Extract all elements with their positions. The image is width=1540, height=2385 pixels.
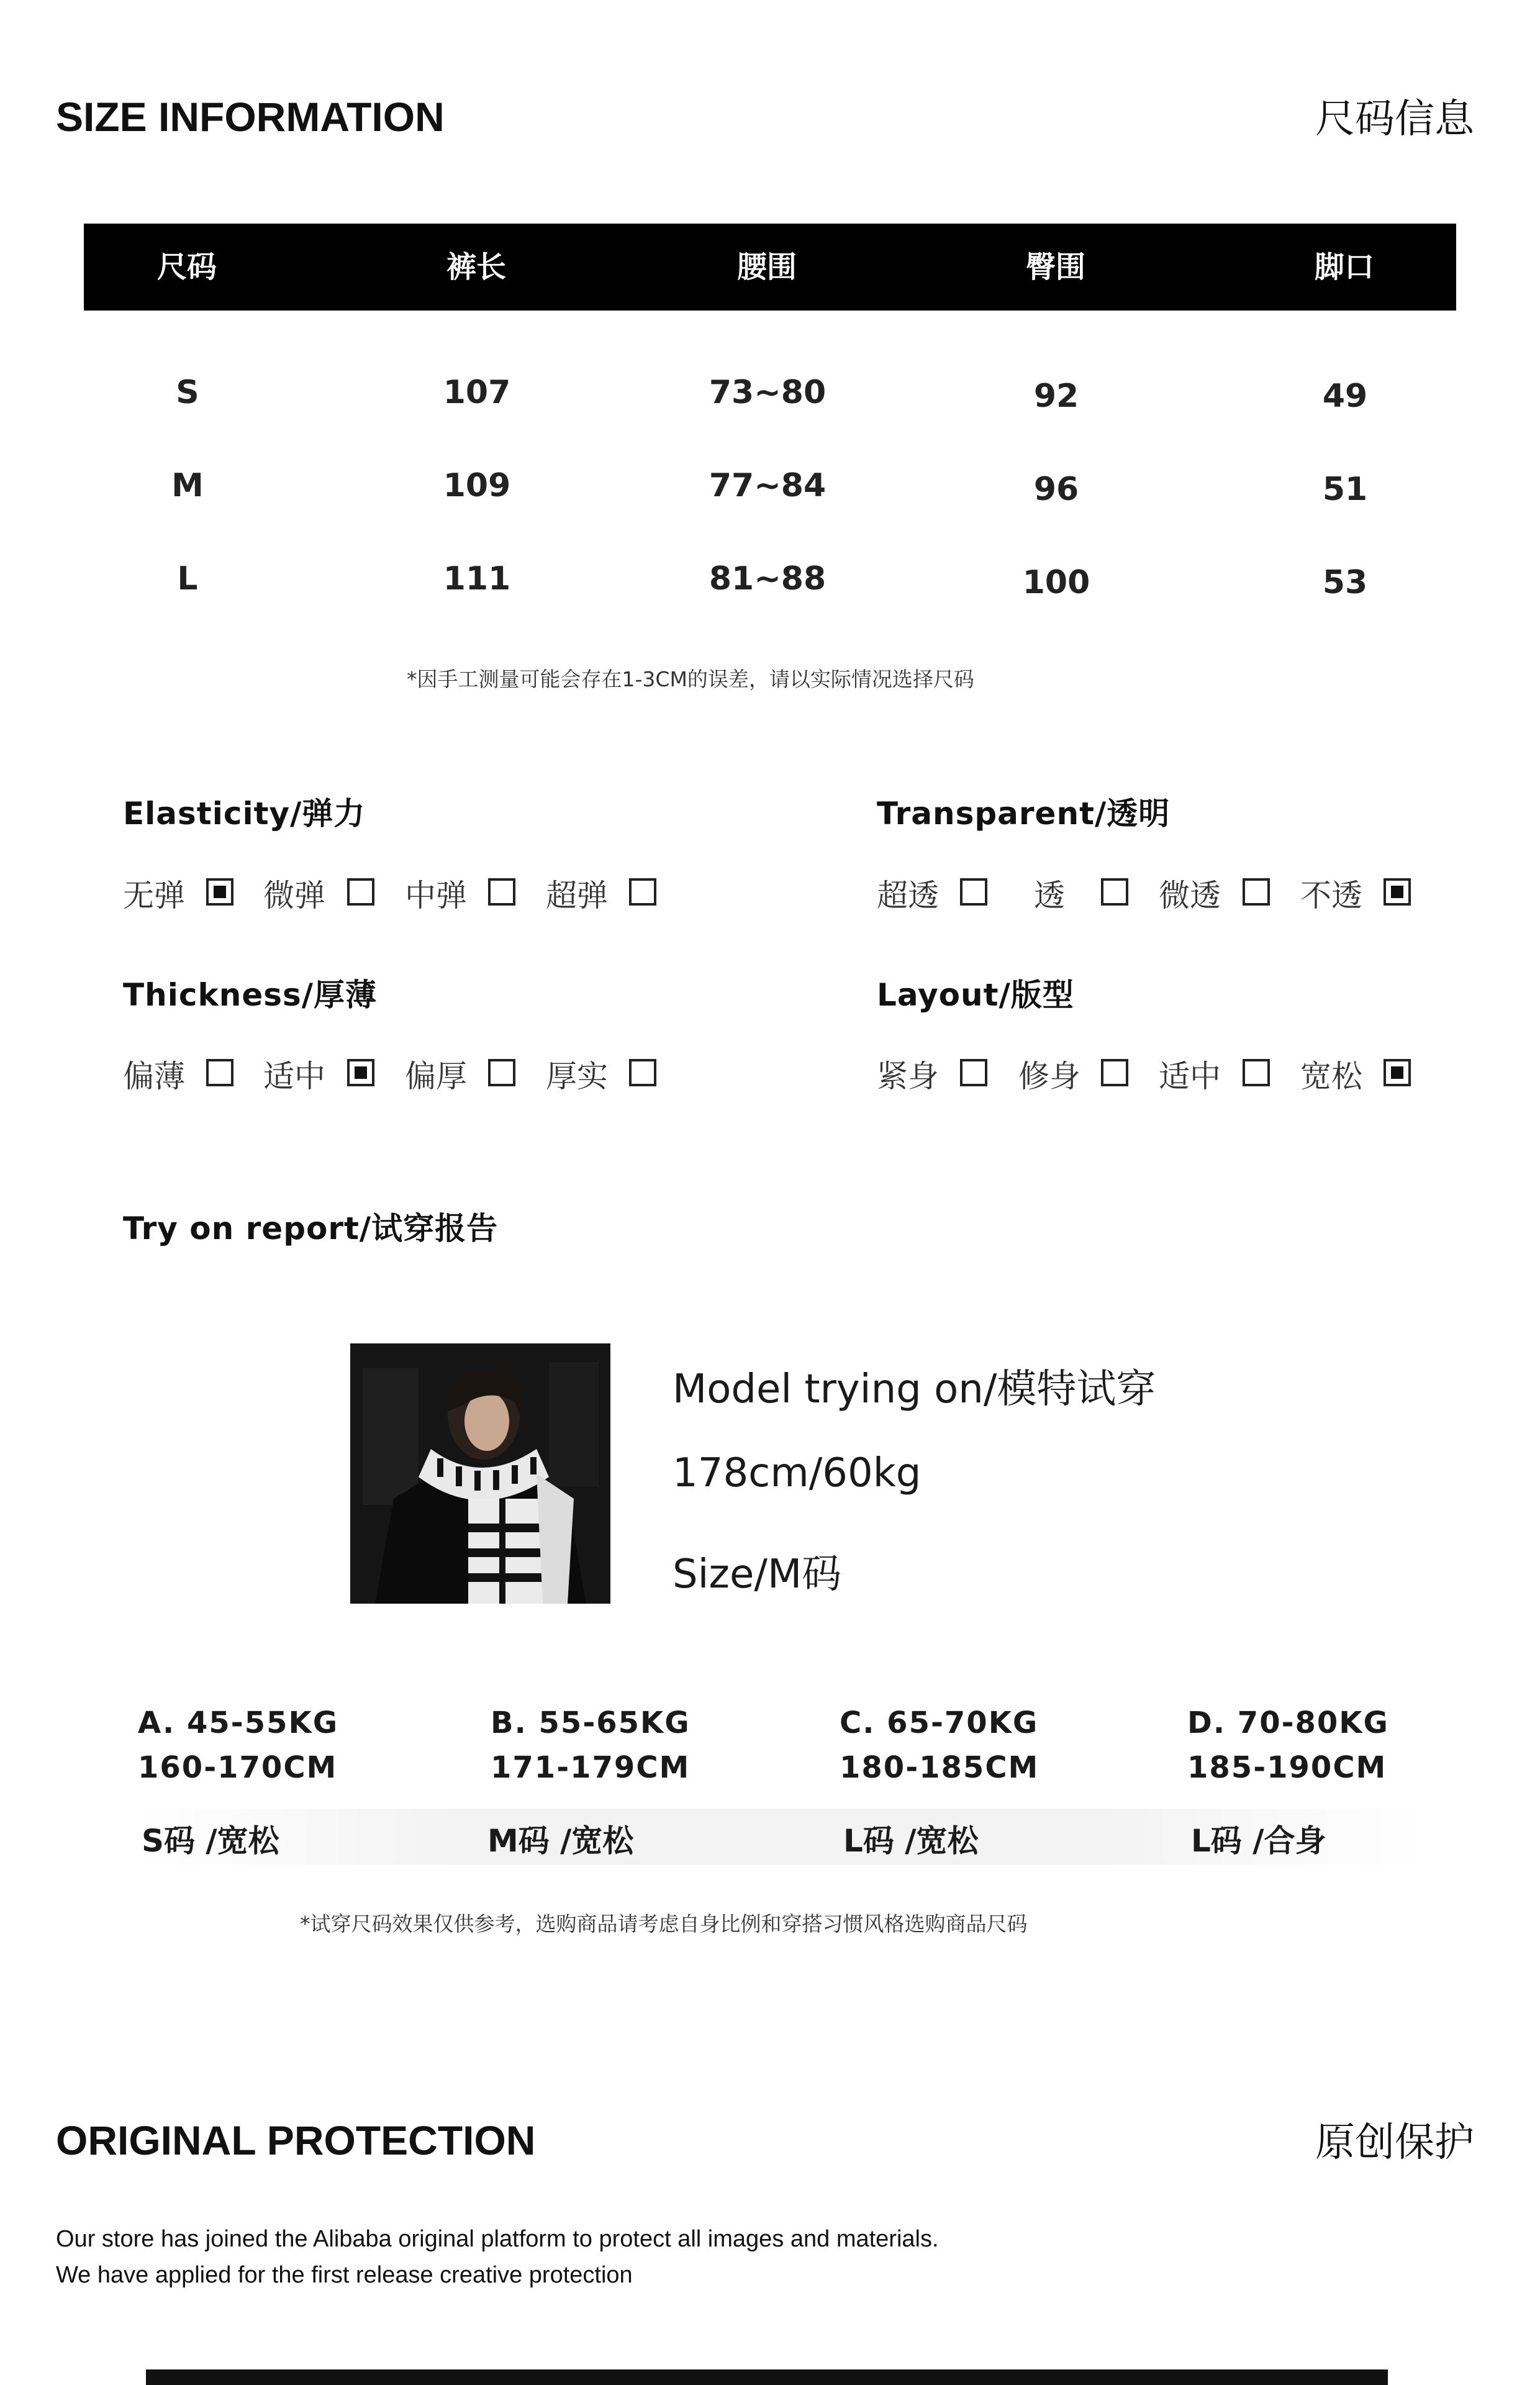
- table-cell: S: [176, 374, 199, 411]
- checkbox[interactable]: [1243, 1059, 1270, 1086]
- transparent-title: Transparent/透明: [877, 796, 1171, 832]
- size-info-title-cn: 尺码信息: [1315, 96, 1474, 142]
- option-label: 适中: [1159, 1058, 1221, 1094]
- model-stats: 178cm/60kg: [673, 1450, 922, 1496]
- option-label: 微透: [1159, 878, 1221, 914]
- table-cell: 96: [1033, 471, 1079, 508]
- guide-height: 185-190CM: [1187, 1750, 1387, 1785]
- table-cell: M: [171, 467, 204, 504]
- size-info-title: SIZE INFORMATION: [56, 94, 445, 140]
- checkbox[interactable]: [1101, 1059, 1128, 1086]
- guide-height: 180-185CM: [840, 1750, 1040, 1785]
- table-cell: 73~80: [709, 374, 827, 411]
- try-on-title: Try on report/试穿报告: [123, 1211, 499, 1247]
- checkbox[interactable]: [1243, 878, 1270, 906]
- checkbox-checked[interactable]: [1384, 1059, 1411, 1086]
- checkbox[interactable]: [960, 1059, 987, 1086]
- checkbox[interactable]: [629, 1059, 656, 1086]
- option-label: 透: [1034, 878, 1065, 914]
- option-label: 适中: [263, 1058, 325, 1094]
- table-cell: 77~84: [709, 467, 827, 504]
- checkbox-checked[interactable]: [206, 878, 233, 906]
- model-size: Size/M码: [673, 1551, 842, 1597]
- checkbox[interactable]: [347, 878, 374, 906]
- guide-weight: A. 45-55KG: [138, 1706, 339, 1740]
- header-hip: 臀围: [1025, 250, 1085, 284]
- option-label: 无弹: [123, 878, 185, 914]
- table-cell: 107: [443, 374, 511, 411]
- checkbox[interactable]: [488, 1059, 515, 1086]
- option-label: 宽松: [1300, 1058, 1362, 1094]
- header-length: 裤长: [446, 250, 506, 284]
- option-label: 偏薄: [123, 1058, 185, 1094]
- model-illustration: [350, 1343, 610, 1604]
- table-cell: 100: [1022, 564, 1090, 601]
- guide-weight: C. 65-70KG: [840, 1706, 1039, 1740]
- size-table-header: [84, 224, 1456, 311]
- guide-fit: L码 /合身: [1191, 1823, 1326, 1859]
- guide-height: 160-170CM: [138, 1750, 338, 1785]
- option-label: 厚实: [546, 1058, 608, 1094]
- guide-weight: B. 55-65KG: [491, 1706, 691, 1740]
- size-note: *因手工测量可能会存在1-3CM的误差，请以实际情况选择尺码: [407, 667, 974, 691]
- table-cell: 53: [1322, 564, 1368, 601]
- guide-fit: S码 /宽松: [142, 1823, 279, 1859]
- option-label: 中弹: [405, 878, 467, 914]
- checkbox-checked[interactable]: [347, 1059, 374, 1086]
- option-label: 紧身: [877, 1058, 939, 1094]
- table-cell: 51: [1322, 471, 1368, 508]
- protection-line-2: We have applied for the first release creative protection: [56, 2262, 633, 2288]
- option-label: 超弹: [546, 878, 608, 914]
- checkbox[interactable]: [206, 1059, 233, 1086]
- checkbox[interactable]: [488, 878, 515, 906]
- option-label: 偏厚: [405, 1058, 467, 1094]
- guide-fit: M码 /宽松: [487, 1823, 634, 1859]
- thickness-title: Thickness/厚薄: [123, 977, 378, 1013]
- table-cell: L: [177, 560, 198, 597]
- checkbox[interactable]: [629, 878, 656, 906]
- table-cell: 109: [443, 467, 511, 504]
- table-cell: 111: [443, 560, 511, 597]
- protection-title: ORIGINAL PROTECTION: [56, 2117, 536, 2163]
- model-title: Model trying on/模特试穿: [673, 1366, 1156, 1412]
- elasticity-title: Elasticity/弹力: [123, 796, 366, 832]
- guide-height: 171-179CM: [491, 1750, 691, 1785]
- checkbox[interactable]: [960, 878, 987, 906]
- protection-title-cn: 原创保护: [1315, 2120, 1474, 2166]
- checkbox-checked[interactable]: [1384, 878, 1411, 906]
- header-waist: 腰围: [736, 250, 797, 284]
- guide-weight: D. 70-80KG: [1187, 1706, 1389, 1740]
- option-label: 超透: [877, 878, 939, 914]
- header-leg-opening: 脚口: [1314, 250, 1374, 284]
- header-size: 尺码: [156, 250, 217, 284]
- option-label: 修身: [1018, 1058, 1080, 1094]
- option-label: 不透: [1300, 878, 1362, 914]
- guide-fit: L码 /宽松: [843, 1823, 979, 1859]
- model-photo: [350, 1343, 610, 1604]
- table-cell: 81~88: [709, 560, 827, 597]
- try-on-note: *试穿尺码效果仅供参考，选购商品请考虑自身比例和穿搭习惯风格选购商品尺码: [300, 1912, 1028, 1936]
- checkbox[interactable]: [1101, 878, 1128, 906]
- bottom-banner-edge: [146, 2369, 1388, 2385]
- table-cell: 92: [1033, 378, 1079, 415]
- layout-title: Layout/版型: [877, 977, 1074, 1013]
- option-label: 微弹: [263, 878, 325, 914]
- table-cell: 49: [1322, 378, 1368, 415]
- protection-line-1: Our store has joined the Alibaba original platform to protect all images and materials.: [56, 2226, 939, 2252]
